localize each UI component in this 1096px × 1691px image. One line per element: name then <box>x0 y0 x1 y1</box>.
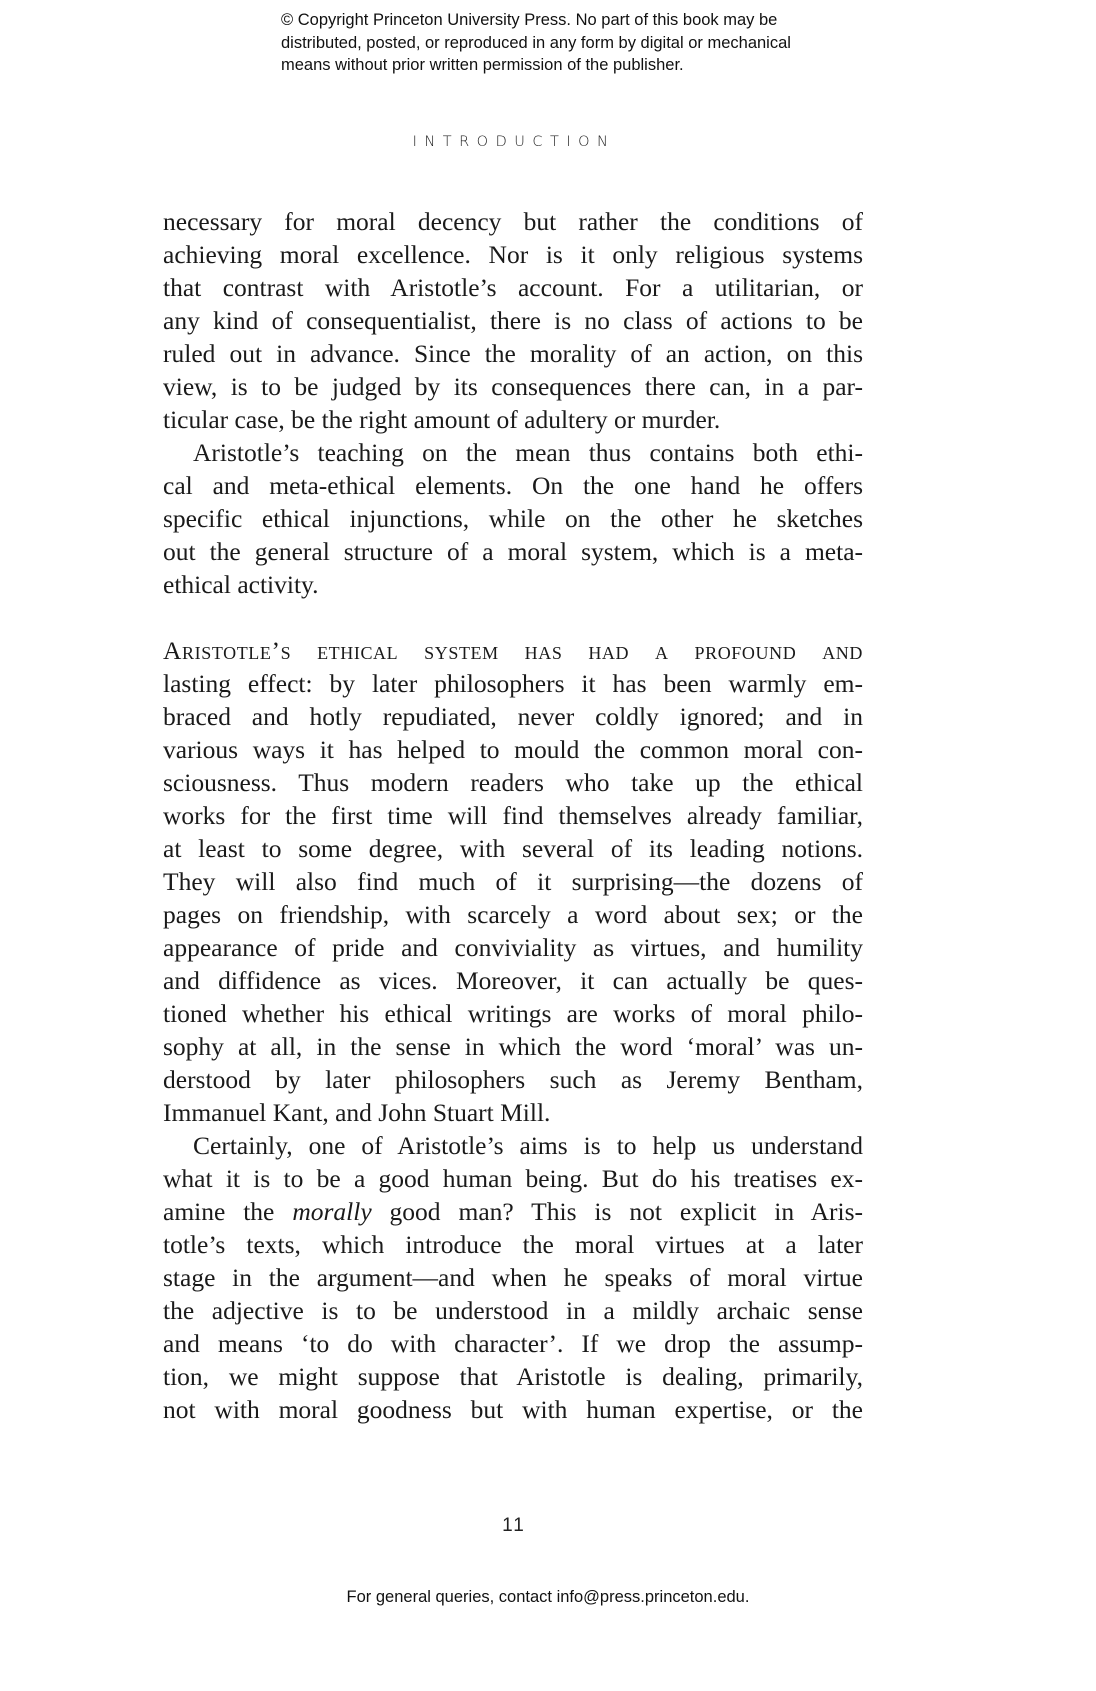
text-line: tion, we might suppose that Aristotle is dealing, primarily, <box>163 1362 863 1391</box>
running-head: INTRODUCTION <box>412 134 616 150</box>
text-line: tioned whether his ethical writings are works of moral philo- <box>163 999 863 1028</box>
text-line: view, is to be judged by its consequences there can, in a par- <box>163 372 863 401</box>
footer-contact: For general queries, contact info@press.princeton.edu. <box>346 1588 750 1606</box>
text-line: the adjective is to be understood in a mildly archaic sense <box>163 1296 863 1325</box>
text-line: lasting effect: by later philosophers it has been warmly em- <box>163 669 863 698</box>
text-line: ruled out in advance. Since the morality of an action, on this <box>163 339 863 368</box>
paragraph <box>163 634 863 1129</box>
text-line: cal and meta-ethical elements. On the one hand he offers <box>163 471 863 500</box>
paragraph <box>163 436 863 601</box>
text-line: pages on friendship, with scarcely a word about sex; or the <box>163 900 863 929</box>
text-line: stage in the argument—and when he speaks of moral virtue <box>163 1263 863 1292</box>
text-line: necessary for moral decency but rather the conditions of <box>163 207 863 236</box>
copyright-notice <box>281 9 901 77</box>
text-line: ticular case, be the right amount of adultery or murder. <box>163 405 721 434</box>
paragraph <box>163 1129 863 1426</box>
text-segment: amine the <box>163 1197 293 1226</box>
page-number: 11 <box>502 1515 526 1536</box>
section-break <box>163 601 863 634</box>
text-line: and diffidence as vices. Moreover, it can actually be ques- <box>163 966 863 995</box>
copyright-line: © Copyright Princeton University Press. No part of this book may be <box>281 11 778 29</box>
text-line: totle’s texts, which introduce the moral virtues at a later <box>163 1230 863 1259</box>
text-line: and means ‘to do with character’. If we drop the assump- <box>163 1329 863 1358</box>
text-line: out the general structure of a moral system, which is a meta- <box>163 537 863 566</box>
text-line: what it is to be a good human being. But do his treatises ex- <box>163 1164 863 1193</box>
text-line: that contrast with Aristotle’s account. For a utilitarian, or <box>163 273 863 302</box>
text-line: Certainly, one of Aristotle’s aims is to help us understand <box>193 1131 863 1160</box>
text-line: braced and hotly repudiated, never coldly ignored; and in <box>163 702 863 731</box>
body-text <box>163 205 863 1426</box>
text-line: specific ethical injunctions, while on the other he sketches <box>163 504 863 533</box>
text-line: achieving moral excellence. Nor is it only religious systems <box>163 240 863 269</box>
text-line: sophy at all, in the sense in which the word ‘moral’ was un- <box>163 1032 863 1061</box>
text-line: ethical activity. <box>163 570 319 599</box>
text-line: appearance of pride and conviviality as virtues, and humility <box>163 933 863 962</box>
text-line: sciousness. Thus modern readers who take up the ethical <box>163 768 863 797</box>
text-line: Immanuel Kant, and John Stuart Mill. <box>163 1098 551 1127</box>
text-line: at least to some degree, with several of its leading notions. <box>163 834 863 863</box>
text-line <box>163 1195 863 1228</box>
italic-emphasis: morally <box>292 1197 372 1226</box>
copyright-line: means without prior written permission of the publisher. <box>281 56 684 74</box>
text-line: derstood by later philosophers such as Jeremy Bentham, <box>163 1065 863 1094</box>
copyright-line: distributed, posted, or reproduced in any form by digital or mechanical <box>281 33 791 52</box>
section-opening-smallcaps: Aristotle’s ethical system has had a profound and <box>163 636 863 665</box>
text-line: Aristotle’s teaching on the mean thus contains both ethi- <box>193 438 863 467</box>
paragraph <box>163 205 863 436</box>
text-line: any kind of consequentialist, there is no class of actions to be <box>163 306 863 335</box>
text-line: various ways it has helped to mould the common moral con- <box>163 735 863 764</box>
text-segment: good man? This is not explicit in Aris- <box>371 1197 864 1226</box>
text-line: They will also find much of it surprising—the dozens of <box>163 867 863 896</box>
text-line: works for the first time will find themselves already familiar, <box>163 801 863 830</box>
text-line: not with moral goodness but with human expertise, or the <box>163 1395 863 1424</box>
